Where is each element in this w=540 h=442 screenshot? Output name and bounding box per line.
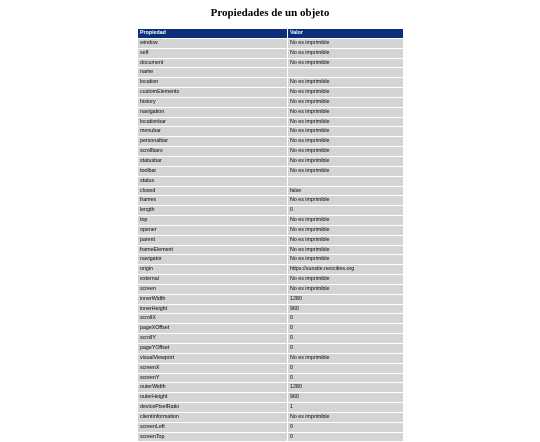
table-row <box>138 117 404 127</box>
header-property: Propiedad <box>138 29 288 39</box>
table-row <box>138 422 404 432</box>
property-value-cell: No es imprimible <box>288 284 404 294</box>
property-name-cell: screenY <box>138 373 288 383</box>
property-value-cell: No es imprimible <box>288 216 404 226</box>
property-name-cell: length <box>138 206 288 216</box>
property-name-cell: scrollY <box>138 334 288 344</box>
property-name-cell: frames <box>138 196 288 206</box>
property-value-cell: 0 <box>288 334 404 344</box>
table-row <box>138 137 404 147</box>
property-value-cell: 960 <box>288 304 404 314</box>
table-row <box>138 48 404 58</box>
property-name-cell: pageYOffset <box>138 344 288 354</box>
table-row <box>138 225 404 235</box>
property-value-cell: No es imprimible <box>288 137 404 147</box>
table-row <box>138 127 404 137</box>
table-row <box>138 255 404 265</box>
table-row <box>138 363 404 373</box>
property-name-cell: screenTop <box>138 432 288 442</box>
table-row <box>138 68 404 78</box>
property-name-cell: customElements <box>138 88 288 98</box>
property-value-cell: No es imprimible <box>288 58 404 68</box>
table-row <box>138 97 404 107</box>
property-name-cell: pageXOffset <box>138 324 288 334</box>
property-name-cell: window <box>138 38 288 48</box>
property-value-cell: No es imprimible <box>288 196 404 206</box>
property-value-cell: 0 <box>288 373 404 383</box>
table-row <box>138 196 404 206</box>
property-value-cell <box>288 176 404 186</box>
property-name-cell: history <box>138 97 288 107</box>
property-name-cell: location <box>138 78 288 88</box>
table-row <box>138 324 404 334</box>
table-row <box>138 78 404 88</box>
table-row <box>138 147 404 157</box>
property-name-cell: scrollX <box>138 314 288 324</box>
property-name-cell: innerHeight <box>138 304 288 314</box>
property-name-cell: personalbar <box>138 137 288 147</box>
table-row <box>138 245 404 255</box>
property-value-cell: No es imprimible <box>288 275 404 285</box>
property-name-cell: screen <box>138 284 288 294</box>
table-row <box>138 275 404 285</box>
table-row <box>138 38 404 48</box>
property-value-cell: 0 <box>288 206 404 216</box>
property-value-cell: No es imprimible <box>288 48 404 58</box>
table-row <box>138 216 404 226</box>
table-row <box>138 334 404 344</box>
property-value-cell: 1280 <box>288 294 404 304</box>
property-name-cell: outerHeight <box>138 393 288 403</box>
table-row <box>138 294 404 304</box>
properties-table <box>137 28 404 442</box>
property-value-cell: No es imprimible <box>288 225 404 235</box>
property-name-cell: toolbar <box>138 166 288 176</box>
table-row <box>138 412 404 422</box>
property-name-cell: self <box>138 48 288 58</box>
table-header-row <box>138 29 404 39</box>
property-value-cell: 0 <box>288 432 404 442</box>
property-name-cell: origin <box>138 265 288 275</box>
table-row <box>138 383 404 393</box>
table-row <box>138 186 404 196</box>
property-value-cell: false <box>288 186 404 196</box>
table-row <box>138 314 404 324</box>
table-row <box>138 58 404 68</box>
property-name-cell: navigator <box>138 255 288 265</box>
property-name-cell: devicePixelRatio <box>138 403 288 413</box>
property-value-cell: No es imprimible <box>288 166 404 176</box>
table-row <box>138 344 404 354</box>
property-value-cell: No es imprimible <box>288 78 404 88</box>
property-value-cell <box>288 68 404 78</box>
property-name-cell: screenX <box>138 363 288 373</box>
property-value-cell: No es imprimible <box>288 353 404 363</box>
property-name-cell: statusbar <box>138 156 288 166</box>
property-value-cell: No es imprimible <box>288 127 404 137</box>
property-value-cell: No es imprimible <box>288 255 404 265</box>
property-name-cell: clientInformation <box>138 412 288 422</box>
property-value-cell: No es imprimible <box>288 97 404 107</box>
property-value-cell: 960 <box>288 393 404 403</box>
property-value-cell: No es imprimible <box>288 117 404 127</box>
table-row <box>138 156 404 166</box>
property-value-cell: No es imprimible <box>288 412 404 422</box>
table-row <box>138 304 404 314</box>
property-name-cell: closed <box>138 186 288 196</box>
table-row <box>138 353 404 363</box>
table-row <box>138 393 404 403</box>
property-name-cell: menubar <box>138 127 288 137</box>
table-row <box>138 403 404 413</box>
table-row <box>138 88 404 98</box>
property-name-cell: frameElement <box>138 245 288 255</box>
property-name-cell: external <box>138 275 288 285</box>
property-name-cell: outerWidth <box>138 383 288 393</box>
property-name-cell: navigation <box>138 107 288 117</box>
property-name-cell: scrollbars <box>138 147 288 157</box>
property-name-cell: parent <box>138 235 288 245</box>
table-row <box>138 284 404 294</box>
property-name-cell: status <box>138 176 288 186</box>
property-value-cell: 1280 <box>288 383 404 393</box>
property-name-cell: screenLeft <box>138 422 288 432</box>
table-row <box>138 107 404 117</box>
property-value-cell: 0 <box>288 314 404 324</box>
page-title: Propiedades de un objeto <box>210 7 330 19</box>
table-row <box>138 265 404 275</box>
property-name-cell: visualViewport <box>138 353 288 363</box>
property-name-cell: opener <box>138 225 288 235</box>
property-value-cell: 0 <box>288 324 404 334</box>
property-value-cell: 1 <box>288 403 404 413</box>
table-row <box>138 432 404 442</box>
property-value-cell: https://sunsite.neocities.org <box>288 265 404 275</box>
property-name-cell: locationbar <box>138 117 288 127</box>
property-value-cell: No es imprimible <box>288 147 404 157</box>
property-value-cell: No es imprimible <box>288 38 404 48</box>
property-value-cell: No es imprimible <box>288 88 404 98</box>
property-value-cell: 0 <box>288 422 404 432</box>
table-row <box>138 373 404 383</box>
property-name-cell: name <box>138 68 288 78</box>
table-row <box>138 176 404 186</box>
property-name-cell: document <box>138 58 288 68</box>
table-body <box>138 38 404 442</box>
property-value-cell: 0 <box>288 363 404 373</box>
property-name-cell: innerWidth <box>138 294 288 304</box>
property-value-cell: No es imprimible <box>288 235 404 245</box>
property-name-cell: top <box>138 216 288 226</box>
header-value: Valor <box>288 29 404 39</box>
property-value-cell: No es imprimible <box>288 245 404 255</box>
property-value-cell: No es imprimible <box>288 156 404 166</box>
property-value-cell: 0 <box>288 344 404 354</box>
table-row <box>138 235 404 245</box>
table-row <box>138 166 404 176</box>
property-value-cell: No es imprimible <box>288 107 404 117</box>
table-row <box>138 206 404 216</box>
